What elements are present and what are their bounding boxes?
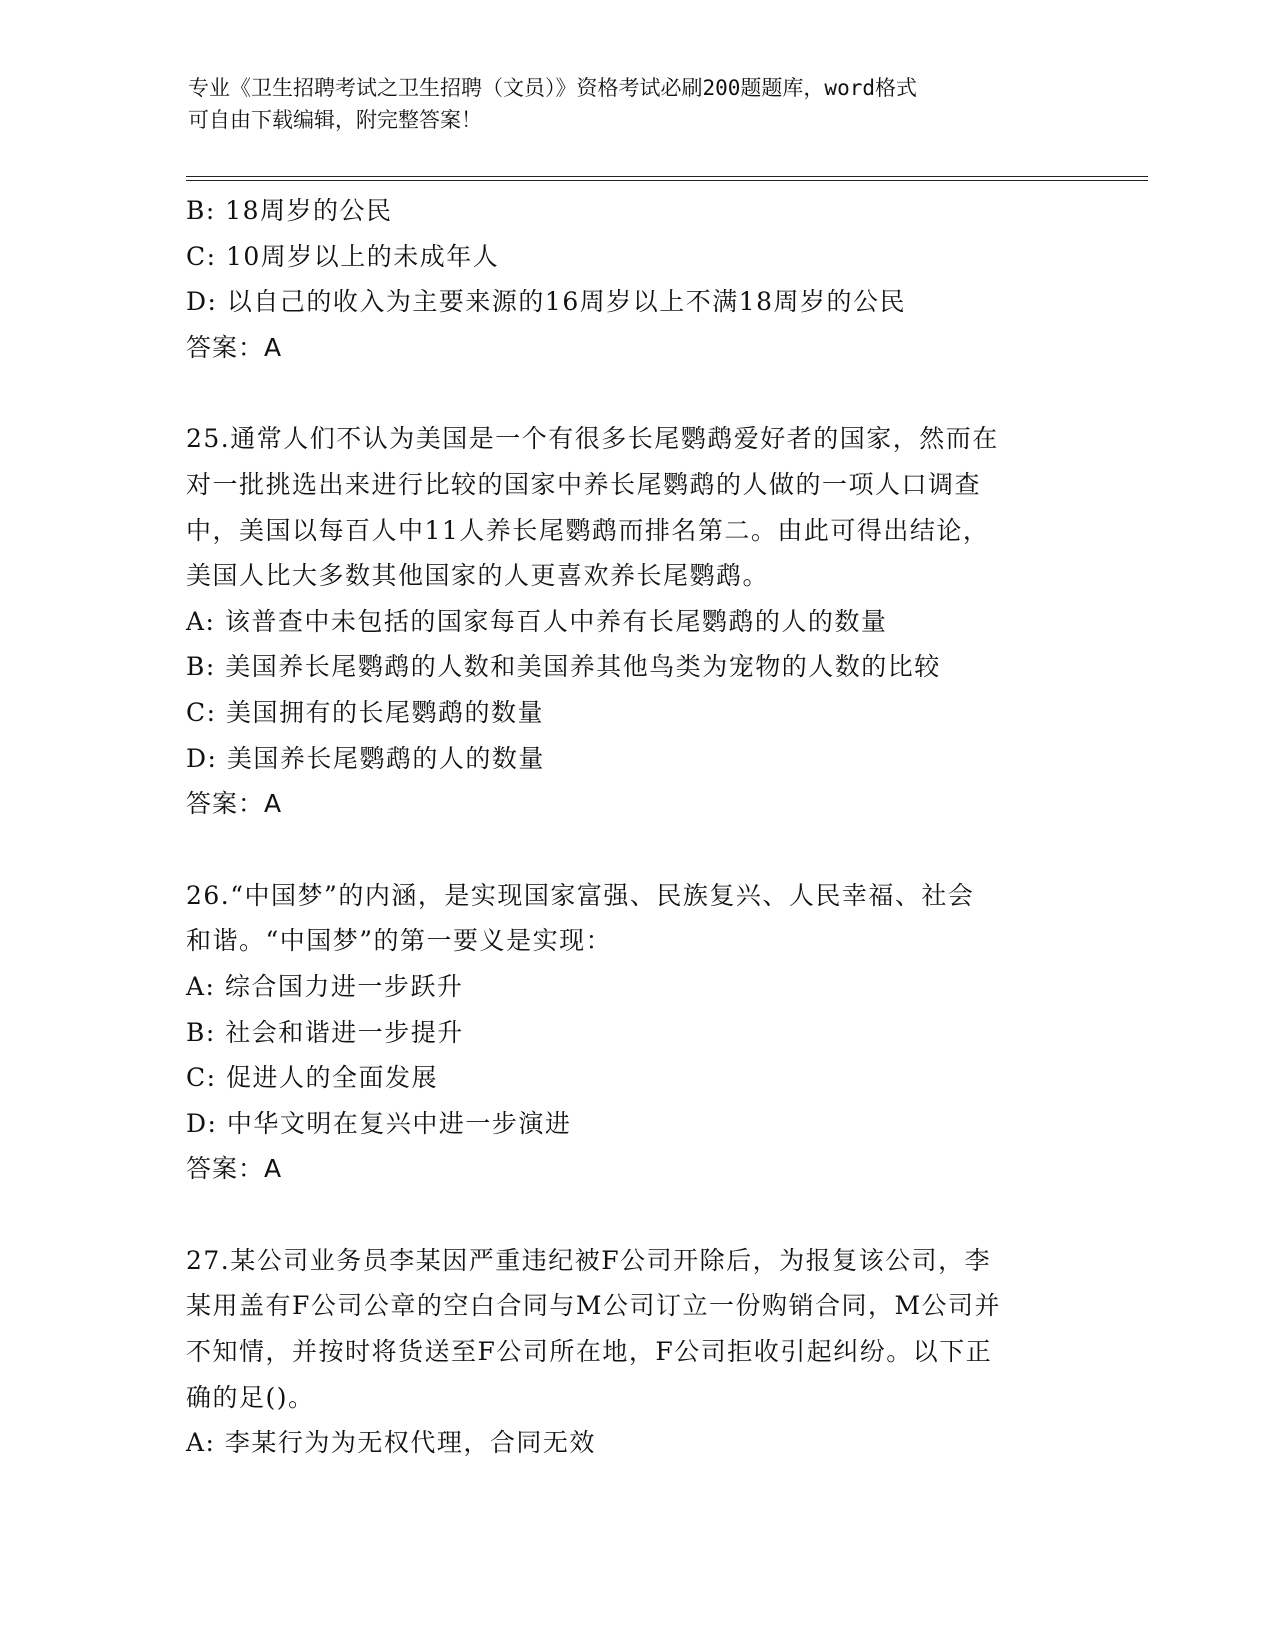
question-stem-line: 某用盖有F公司公章的空白合同与M公司订立一份购销合同，M公司并 [186, 1291, 1002, 1321]
option-a: A: 李某行为为无权代理，合同无效 [186, 1428, 596, 1458]
answer-line: 答案：A [186, 1154, 283, 1184]
header-title-line-1: 专业《卫生招聘考试之卫生招聘（文员）》资格考试必刷200题题库，word格式 [188, 76, 917, 100]
document-header [188, 72, 1068, 136]
option-a: A: 综合国力进一步跃升 [186, 971, 464, 1001]
header-divider-top [186, 176, 1148, 177]
option-c: C: 促进人的全面发展 [186, 1063, 438, 1093]
question-27 [186, 1238, 1086, 1466]
question-stem-line: 中，美国以每百人中11人养长尾鹦鹉而排名第二。由此可得出结论， [186, 515, 990, 545]
question-26 [186, 873, 1086, 1192]
answer-line: 答案：A [186, 332, 283, 362]
question-25 [186, 416, 1086, 826]
question-stem-line: 对一批挑选出来进行比较的国家中养长尾鹦鹉的人做的一项人口调查 [186, 469, 982, 499]
question-24-tail [186, 188, 1086, 370]
option-c: C: 美国拥有的长尾鹦鹉的数量 [186, 697, 544, 727]
question-stem-line: 不知情，并按时将货送至F公司所在地，F公司拒收引起纠纷。以下正 [186, 1337, 993, 1367]
option-a: A: 该普查中未包括的国家每百人中养有长尾鹦鹉的人的数量 [186, 606, 888, 636]
question-stem-line: 25.通常人们不认为美国是一个有很多长尾鹦鹉爱好者的国家，然而在 [186, 424, 999, 454]
option-d: D: 以自己的收入为主要来源的16周岁以上不满18周岁的公民 [186, 287, 907, 317]
spacer [186, 1192, 1086, 1238]
option-b: B: 美国养长尾鹦鹉的人数和美国养其他鸟类为宠物的人数的比较 [186, 652, 941, 682]
header-title-line-2: 可自由下载编辑，附完整答案！ [188, 108, 482, 132]
question-stem-line: 和谐。“中国梦”的第一要义是实现： [186, 926, 613, 956]
question-stem-line: 26.“中国梦”的内涵，是实现国家富强、民族复兴、人民幸福、社会 [186, 880, 975, 910]
option-d: D: 中华文明在复兴中进一步演进 [186, 1108, 572, 1138]
option-b: B: 社会和谐进一步提升 [186, 1017, 464, 1047]
document-body [186, 188, 1086, 1466]
header-divider-bottom [186, 180, 1148, 181]
option-d: D: 美国养长尾鹦鹉的人的数量 [186, 743, 545, 773]
question-stem-line: 27.某公司业务员李某因严重违纪被F公司开除后，为报复该公司，李 [186, 1245, 992, 1275]
answer-line: 答案：A [186, 789, 283, 819]
option-b: B: 18周岁的公民 [186, 196, 393, 225]
spacer [186, 370, 1086, 416]
question-stem-line: 美国人比大多数其他国家的人更喜欢养长尾鹦鹉。 [186, 561, 770, 591]
option-c: C: 10周岁以上的未成年人 [186, 241, 500, 271]
question-stem-line: 确的足()。 [186, 1382, 315, 1412]
spacer [186, 827, 1086, 873]
